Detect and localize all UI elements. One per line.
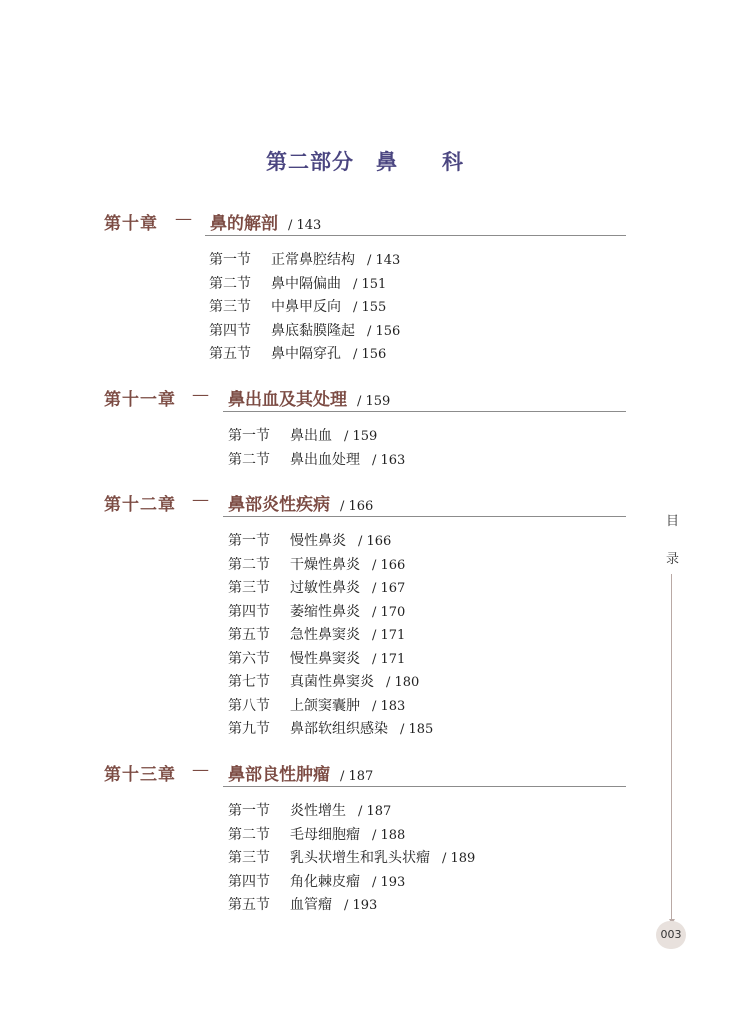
chapter-title-text: 鼻部良性肿瘤 (228, 765, 330, 785)
section-list (228, 800, 475, 918)
chapter-dash: — (192, 760, 209, 780)
toc-entry[interactable] (209, 320, 400, 344)
section-number: 第四节 (228, 873, 270, 890)
section-list (209, 249, 400, 367)
chapter-number: 第十一章 (104, 390, 176, 410)
toc-entry[interactable] (228, 554, 433, 578)
section-number: 第四节 (228, 603, 270, 620)
toc-entry[interactable] (209, 273, 400, 297)
section-page: / 143 (367, 253, 401, 268)
toc-entry[interactable] (228, 671, 433, 695)
chapter-number: 第十三章 (104, 765, 176, 785)
section-title: 急性鼻窦炎 (290, 627, 360, 643)
toc-entry[interactable] (228, 871, 475, 895)
section-title: 中鼻甲反向 (271, 299, 341, 315)
toc-entry[interactable] (228, 530, 433, 554)
section-list (228, 425, 405, 472)
chapter-11 (0, 385, 730, 468)
side-guide-line (671, 574, 672, 920)
chapter-page: / 166 (340, 499, 374, 514)
section-number: 第五节 (228, 627, 270, 643)
section-title: 鼻出血处理 (290, 451, 360, 468)
chapter-number: 第十章 (104, 214, 158, 234)
section-number: 第四节 (209, 322, 251, 339)
section-page: / 189 (442, 851, 476, 866)
section-title: 上颌窦囊肿 (290, 697, 360, 714)
section-number: 第一节 (209, 252, 251, 268)
section-title: 过敏性鼻炎 (290, 580, 360, 596)
chapter-page: / 159 (357, 394, 391, 409)
toc-entry[interactable] (228, 425, 405, 449)
section-page: / 170 (372, 604, 406, 620)
section-number: 第三节 (228, 850, 270, 866)
chapter-12 (0, 490, 730, 737)
section-page: / 183 (372, 698, 406, 714)
page-number-badge: 003 (656, 921, 686, 949)
toc-entry[interactable] (228, 847, 475, 871)
chapter-heading (0, 385, 730, 411)
section-title: 鼻部软组织感染 (290, 721, 388, 737)
section-page: / 193 (372, 874, 406, 890)
section-number: 第二节 (209, 275, 251, 292)
toc-entry[interactable] (228, 824, 475, 848)
section-page: / 156 (367, 323, 401, 339)
section-page: / 151 (353, 276, 387, 292)
section-page: / 185 (400, 722, 434, 737)
chapter-title-text: 鼻的解剖 (210, 214, 278, 234)
chapter-page: / 187 (340, 769, 374, 784)
section-title: 角化棘皮瘤 (290, 873, 360, 890)
toc-entry[interactable] (228, 695, 433, 719)
toc-entry[interactable] (228, 449, 405, 473)
chapter-title (210, 209, 321, 234)
section-number: 第八节 (228, 697, 270, 714)
chapter-dash: — (192, 490, 209, 510)
section-page: / 163 (372, 452, 406, 468)
chapter-rule (223, 786, 626, 787)
side-label-lu: 录 (666, 552, 680, 567)
toc-entry[interactable] (228, 894, 475, 918)
section-title: 慢性鼻炎 (290, 533, 346, 549)
section-number: 第六节 (228, 650, 270, 667)
section-title: 乳头状增生和乳头状瘤 (290, 850, 430, 866)
chapter-dash: — (192, 385, 209, 405)
section-title: 炎性增生 (290, 803, 346, 819)
section-number: 第一节 (228, 803, 270, 819)
section-number: 第五节 (228, 897, 270, 913)
section-title: 真菌性鼻窦炎 (290, 674, 374, 690)
section-number: 第五节 (209, 346, 251, 362)
section-page: / 171 (372, 651, 406, 667)
section-number: 第二节 (228, 451, 270, 468)
toc-entry[interactable] (228, 624, 433, 648)
section-number: 第七节 (228, 674, 270, 690)
chapter-dash: — (175, 209, 192, 229)
chapter-title (228, 490, 373, 515)
chapter-rule (223, 411, 626, 412)
section-number: 第二节 (228, 556, 270, 573)
section-page: / 166 (358, 534, 392, 549)
section-number: 第三节 (209, 299, 251, 315)
section-number: 第九节 (228, 721, 270, 737)
section-title: 正常鼻腔结构 (271, 252, 355, 268)
section-title: 鼻中隔穿孔 (271, 346, 341, 362)
chapter-rule (223, 516, 626, 517)
section-title: 血管瘤 (290, 897, 332, 913)
chapter-number: 第十二章 (104, 495, 176, 515)
chapter-title (228, 385, 390, 410)
toc-entry[interactable] (209, 249, 400, 273)
section-number: 第一节 (228, 428, 270, 444)
section-number: 第二节 (228, 826, 270, 843)
section-title: 萎缩性鼻炎 (290, 603, 360, 620)
section-title: 鼻出血 (290, 428, 332, 444)
section-page: / 187 (358, 804, 392, 819)
side-label-mu: 目 (666, 514, 680, 529)
section-title: 鼻中隔偏曲 (271, 275, 341, 292)
section-page: / 188 (372, 827, 406, 843)
chapter-page: / 143 (288, 218, 322, 233)
section-page: / 166 (372, 557, 406, 573)
section-page: / 171 (372, 628, 406, 643)
section-title: 慢性鼻窦炎 (290, 650, 360, 667)
chapter-title (228, 760, 373, 785)
chapter-title-text: 鼻出血及其处理 (228, 390, 347, 410)
section-list (228, 530, 433, 742)
toc-entry[interactable] (228, 800, 475, 824)
section-number: 第一节 (228, 533, 270, 549)
toc-entry[interactable] (209, 296, 400, 320)
section-title: 干燥性鼻炎 (290, 556, 360, 573)
toc-entry[interactable] (228, 601, 433, 625)
chapter-title-text: 鼻部炎性疾病 (228, 495, 330, 515)
chapter-heading (0, 760, 730, 786)
toc-entry[interactable] (228, 718, 433, 742)
toc-entry[interactable] (228, 577, 433, 601)
section-page: / 156 (353, 347, 387, 362)
section-title: 鼻底黏膜隆起 (271, 322, 355, 339)
section-page: / 180 (386, 675, 420, 690)
chapter-13 (0, 760, 730, 913)
section-page: / 155 (353, 300, 387, 315)
chapter-heading (0, 490, 730, 516)
toc-entry[interactable] (228, 648, 433, 672)
chapter-heading (0, 209, 730, 235)
section-page: / 159 (344, 429, 378, 444)
toc-entry[interactable] (209, 343, 400, 367)
section-page: / 193 (344, 898, 378, 913)
section-page: / 167 (372, 581, 406, 596)
part-title: 第二部分 鼻 科 (266, 150, 464, 174)
section-number: 第三节 (228, 580, 270, 596)
chapter-rule (205, 235, 626, 236)
section-title: 毛母细胞瘤 (290, 826, 360, 843)
chapter-10 (0, 209, 730, 362)
